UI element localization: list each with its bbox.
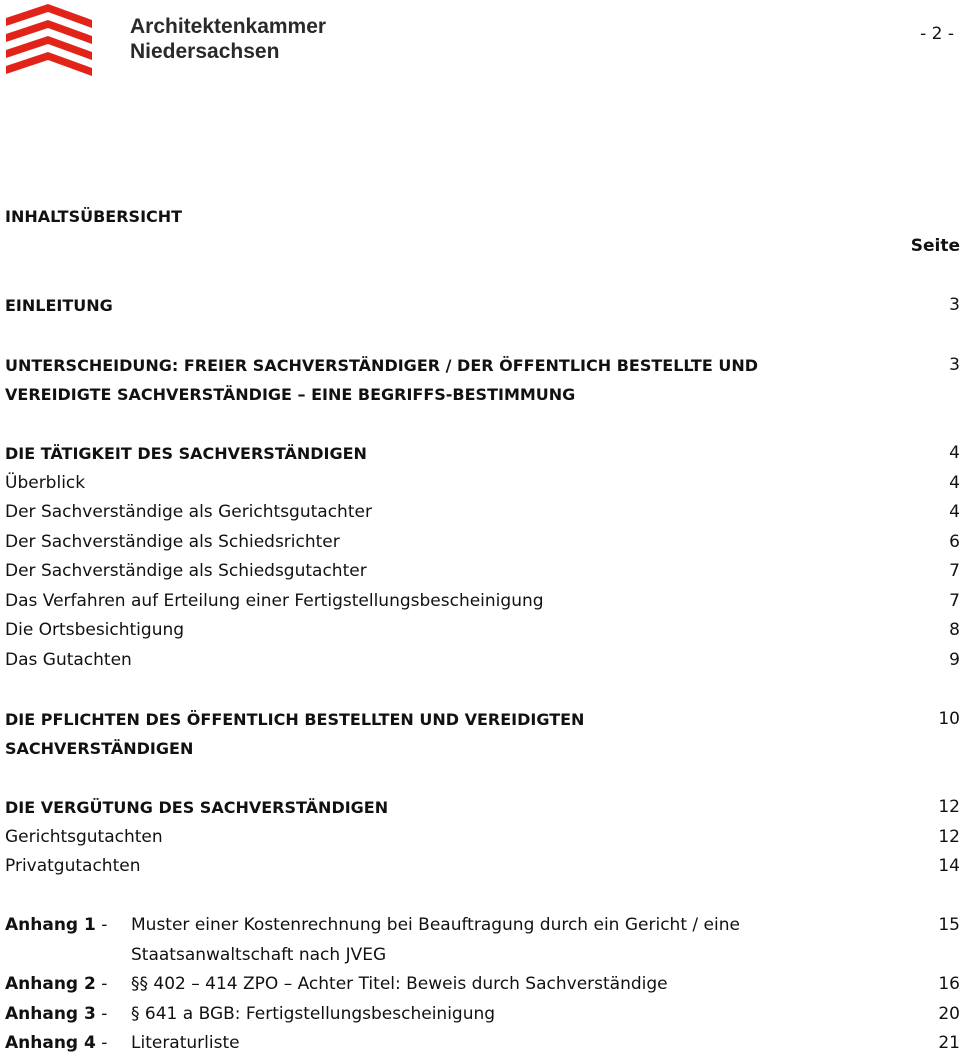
toc-page-taetigkeit: 4: [949, 443, 960, 463]
anhang-page: 21: [938, 1033, 960, 1053]
seite-column-label: Seite: [910, 236, 960, 256]
toc-entry: Das Gutachten: [5, 650, 132, 670]
toc-heading-unterscheidung-line2: VEREIDIGTE SACHVERSTÄNDIGE – EINE BEGRIFFS-BESTIMMUNG: [5, 385, 576, 404]
page-number: - 2 -: [920, 24, 954, 44]
anhang-page: 16: [938, 974, 960, 994]
toc-entry: Privatgutachten: [5, 856, 141, 876]
toc-heading-einleitung: EINLEITUNG: [5, 296, 113, 315]
anhang-page: 15: [938, 915, 960, 935]
anhang-label: [5, 1029, 107, 1059]
anhang-label: [5, 970, 107, 1000]
toc-title: INHALTSÜBERSICHT: [5, 207, 183, 226]
toc-heading-taetigkeit: DIE TÄTIGKEIT DES SACHVERSTÄNDIGEN: [5, 444, 367, 463]
toc-entry: Gerichtsgutachten: [5, 827, 163, 847]
anhang-title: § 641 a BGB: Fertigstellungsbescheinigung: [131, 1004, 496, 1024]
toc-heading-pflichten-line2: SACHVERSTÄNDIGEN: [5, 739, 194, 758]
organization-name: [130, 14, 326, 64]
toc-page-verguetung: 12: [938, 797, 960, 817]
organization-name-line1: Architektenkammer: [130, 15, 327, 38]
toc-heading-unterscheidung-line1: UNTERSCHEIDUNG: FREIER SACHVERSTÄNDIGER / DER ÖFFENTLICH BESTELLTE UND: [5, 356, 759, 375]
anhang-label-name: Anhang 2: [5, 974, 96, 994]
toc-entry-page: 7: [949, 591, 960, 611]
toc-entry-page: 9: [949, 650, 960, 670]
anhang-label-separator: -: [95, 915, 108, 935]
toc-entry-page: 7: [949, 561, 960, 581]
architektenkammer-logo-icon: [6, 4, 92, 78]
toc-entry-page: 14: [938, 856, 960, 876]
toc-heading-verguetung: DIE VERGÜTUNG DES SACHVERSTÄNDIGEN: [5, 798, 389, 817]
anhang-label: [5, 911, 107, 941]
anhang-label-separator: -: [95, 1033, 108, 1053]
toc-entry: Der Sachverständige als Schiedsrichter: [5, 532, 340, 552]
anhang-label-separator: -: [95, 1004, 108, 1024]
anhang-title-continued: Staatsanwaltschaft nach JVEG: [131, 945, 387, 965]
anhang-page: 20: [938, 1004, 960, 1024]
anhang-label: [5, 1000, 107, 1030]
toc-entry: Der Sachverständige als Gerichtsgutachter: [5, 502, 372, 522]
toc-entry: Die Ortsbesichtigung: [5, 620, 185, 640]
toc-entry-page: 4: [949, 502, 960, 522]
toc-entry: Das Verfahren auf Erteilung einer Fertigstellungsbescheinigung: [5, 591, 544, 611]
anhang-label-separator: -: [95, 974, 108, 994]
toc-entry-page: 6: [949, 532, 960, 552]
anhang-label-name: Anhang 1: [5, 915, 96, 935]
toc-page-pflichten: 10: [938, 709, 960, 729]
toc-entry-page: 4: [949, 473, 960, 493]
toc-page-einleitung: 3: [949, 295, 960, 315]
toc-page-unterscheidung: 3: [949, 355, 960, 375]
anhang-title: Literaturliste: [131, 1033, 240, 1053]
anhang-title: §§ 402 – 414 ZPO – Achter Titel: Beweis durch Sachverständige: [131, 974, 668, 994]
toc-entry-page: 8: [949, 620, 960, 640]
anhang-label-name: Anhang 3: [5, 1004, 96, 1024]
toc-heading-pflichten-line1: DIE PFLICHTEN DES ÖFFENTLICH BESTELLTEN UND VEREIDIGTEN: [5, 710, 585, 729]
anhang-title: Muster einer Kostenrechnung bei Beauftragung durch ein Gericht / eine: [131, 915, 740, 935]
toc-entry-page: 12: [938, 827, 960, 847]
toc-entry: Überblick: [5, 473, 86, 493]
anhang-label-name: Anhang 4: [5, 1033, 96, 1053]
toc-entry: Der Sachverständige als Schiedsgutachter: [5, 561, 367, 581]
organization-name-line2: Niedersachsen: [130, 40, 280, 63]
